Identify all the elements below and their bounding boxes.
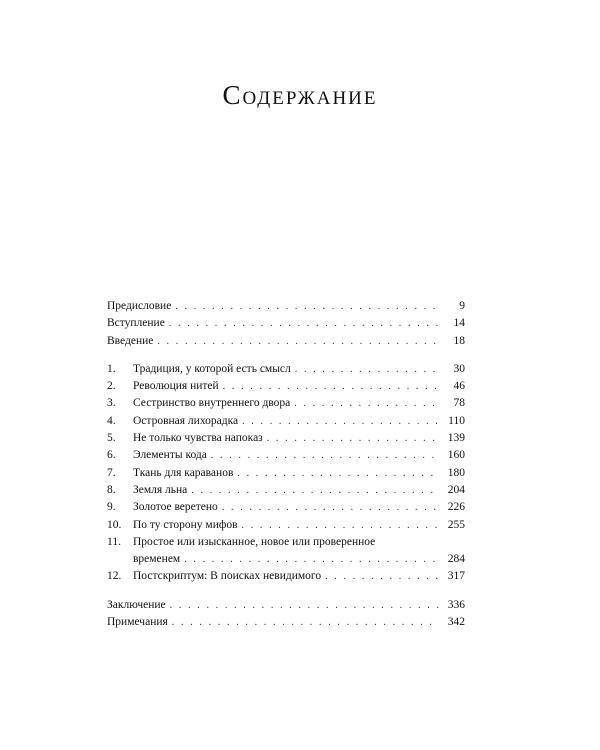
dot-leader [267, 430, 439, 447]
toc-entry-label: Ткань для караванов [133, 466, 234, 479]
toc-entry [107, 614, 465, 631]
dot-leader [325, 568, 439, 585]
dot-leader [211, 447, 439, 464]
dot-leader [175, 298, 439, 315]
toc-entry-page: 9 [459, 300, 465, 312]
toc-entry-label: Элементы кода [133, 449, 207, 462]
toc-chapter-entry [107, 361, 465, 378]
toc-entry-label: Введение [107, 334, 154, 347]
toc-entry-label: По ту сторону мифов [133, 518, 238, 531]
toc-entry-label: Островная лихорадка [133, 414, 239, 427]
toc-chapter-entry [107, 517, 465, 534]
dot-leader [242, 517, 440, 534]
toc-chapter-entry [107, 465, 465, 482]
dot-leader [172, 614, 439, 631]
chapter-number: 12. [107, 570, 122, 583]
toc-entry-label: Постскриптум: В поисках невидимого [133, 570, 322, 583]
toc-entry-label: Не только чувства напоказ [133, 432, 263, 445]
chapter-number: 7. [107, 466, 116, 479]
toc-entry-label-line-1: Простое или изысканное, новое или проверенное [133, 535, 376, 548]
toc-chapter-entry [107, 499, 465, 516]
toc-entry-page: 78 [453, 397, 465, 410]
dot-leader [237, 465, 439, 482]
toc-chapter-entry [107, 395, 465, 412]
chapter-number: 8. [107, 483, 116, 496]
toc-entry-page: 160 [447, 449, 465, 462]
toc-entry-label: Сестринство внутреннего двора [133, 397, 291, 410]
table-of-contents [107, 298, 465, 631]
chapter-number: 2. [107, 380, 116, 393]
toc-entry-page: 14 [453, 317, 465, 330]
toc-chapter-entry [107, 447, 465, 464]
toc-entry-page: 46 [453, 380, 465, 393]
toc-entry-label: Традиция, у которой есть смысл [133, 362, 291, 375]
dot-leader [169, 315, 439, 332]
dot-leader [242, 413, 439, 430]
chapter-number: 1. [107, 362, 116, 375]
toc-entry-page: 255 [447, 518, 465, 531]
toc-entry-page: 284 [447, 553, 465, 566]
dot-leader [157, 333, 439, 350]
toc-chapter-entry [107, 430, 465, 447]
toc-entry [107, 315, 465, 332]
toc-entry-page: 317 [447, 570, 465, 583]
dot-leader [184, 551, 439, 568]
toc-entry-page: 110 [448, 414, 465, 427]
toc-entry-label: Революция нитей [133, 380, 219, 393]
toc-back-matter [107, 597, 465, 632]
dot-leader [223, 378, 439, 395]
chapter-number: 5. [107, 432, 116, 445]
toc-entry [107, 597, 465, 614]
toc-entry-page: 139 [447, 432, 465, 445]
page-title: Содержание [222, 80, 378, 110]
dot-leader [295, 361, 439, 378]
toc-chapter-entry [107, 534, 465, 569]
toc-entry-page: 18 [453, 334, 465, 347]
toc-chapters [107, 361, 465, 586]
toc-entry-page: 342 [447, 616, 465, 629]
toc-entry-page: 180 [447, 466, 465, 479]
dot-leader [170, 597, 439, 614]
toc-entry-label: Заключение [107, 598, 166, 611]
toc-entry [107, 298, 465, 315]
toc-entry-page: 336 [447, 598, 465, 611]
toc-chapter-entry [107, 482, 465, 499]
dot-leader [191, 482, 439, 499]
chapter-number: 6. [107, 449, 116, 462]
toc-chapter-entry [107, 568, 465, 585]
toc-entry-label: Предисловие [107, 300, 172, 312]
chapter-number: 9. [107, 501, 116, 514]
dot-leader [294, 395, 439, 412]
toc-entry-page: 226 [447, 501, 465, 514]
toc-chapter-entry [107, 378, 465, 395]
toc-entry-label-line-2: временем [133, 553, 181, 566]
chapter-number: 4. [107, 414, 116, 427]
toc-entry-page: 204 [447, 483, 465, 496]
toc-entry-label: Земля льна [133, 483, 188, 496]
toc-chapter-entry [107, 413, 465, 430]
toc-front-matter [107, 298, 465, 350]
toc-entry-label: Вступление [107, 317, 165, 330]
dot-leader [222, 499, 439, 516]
toc-entry [107, 333, 465, 350]
toc-entry-page: 30 [453, 362, 465, 375]
chapter-number: 10. [107, 518, 122, 531]
toc-entry-label: Примечания [107, 616, 168, 629]
toc-entry-label: Золотое веретено [133, 501, 218, 514]
chapter-number: 11. [107, 535, 121, 548]
chapter-number: 3. [107, 397, 116, 410]
